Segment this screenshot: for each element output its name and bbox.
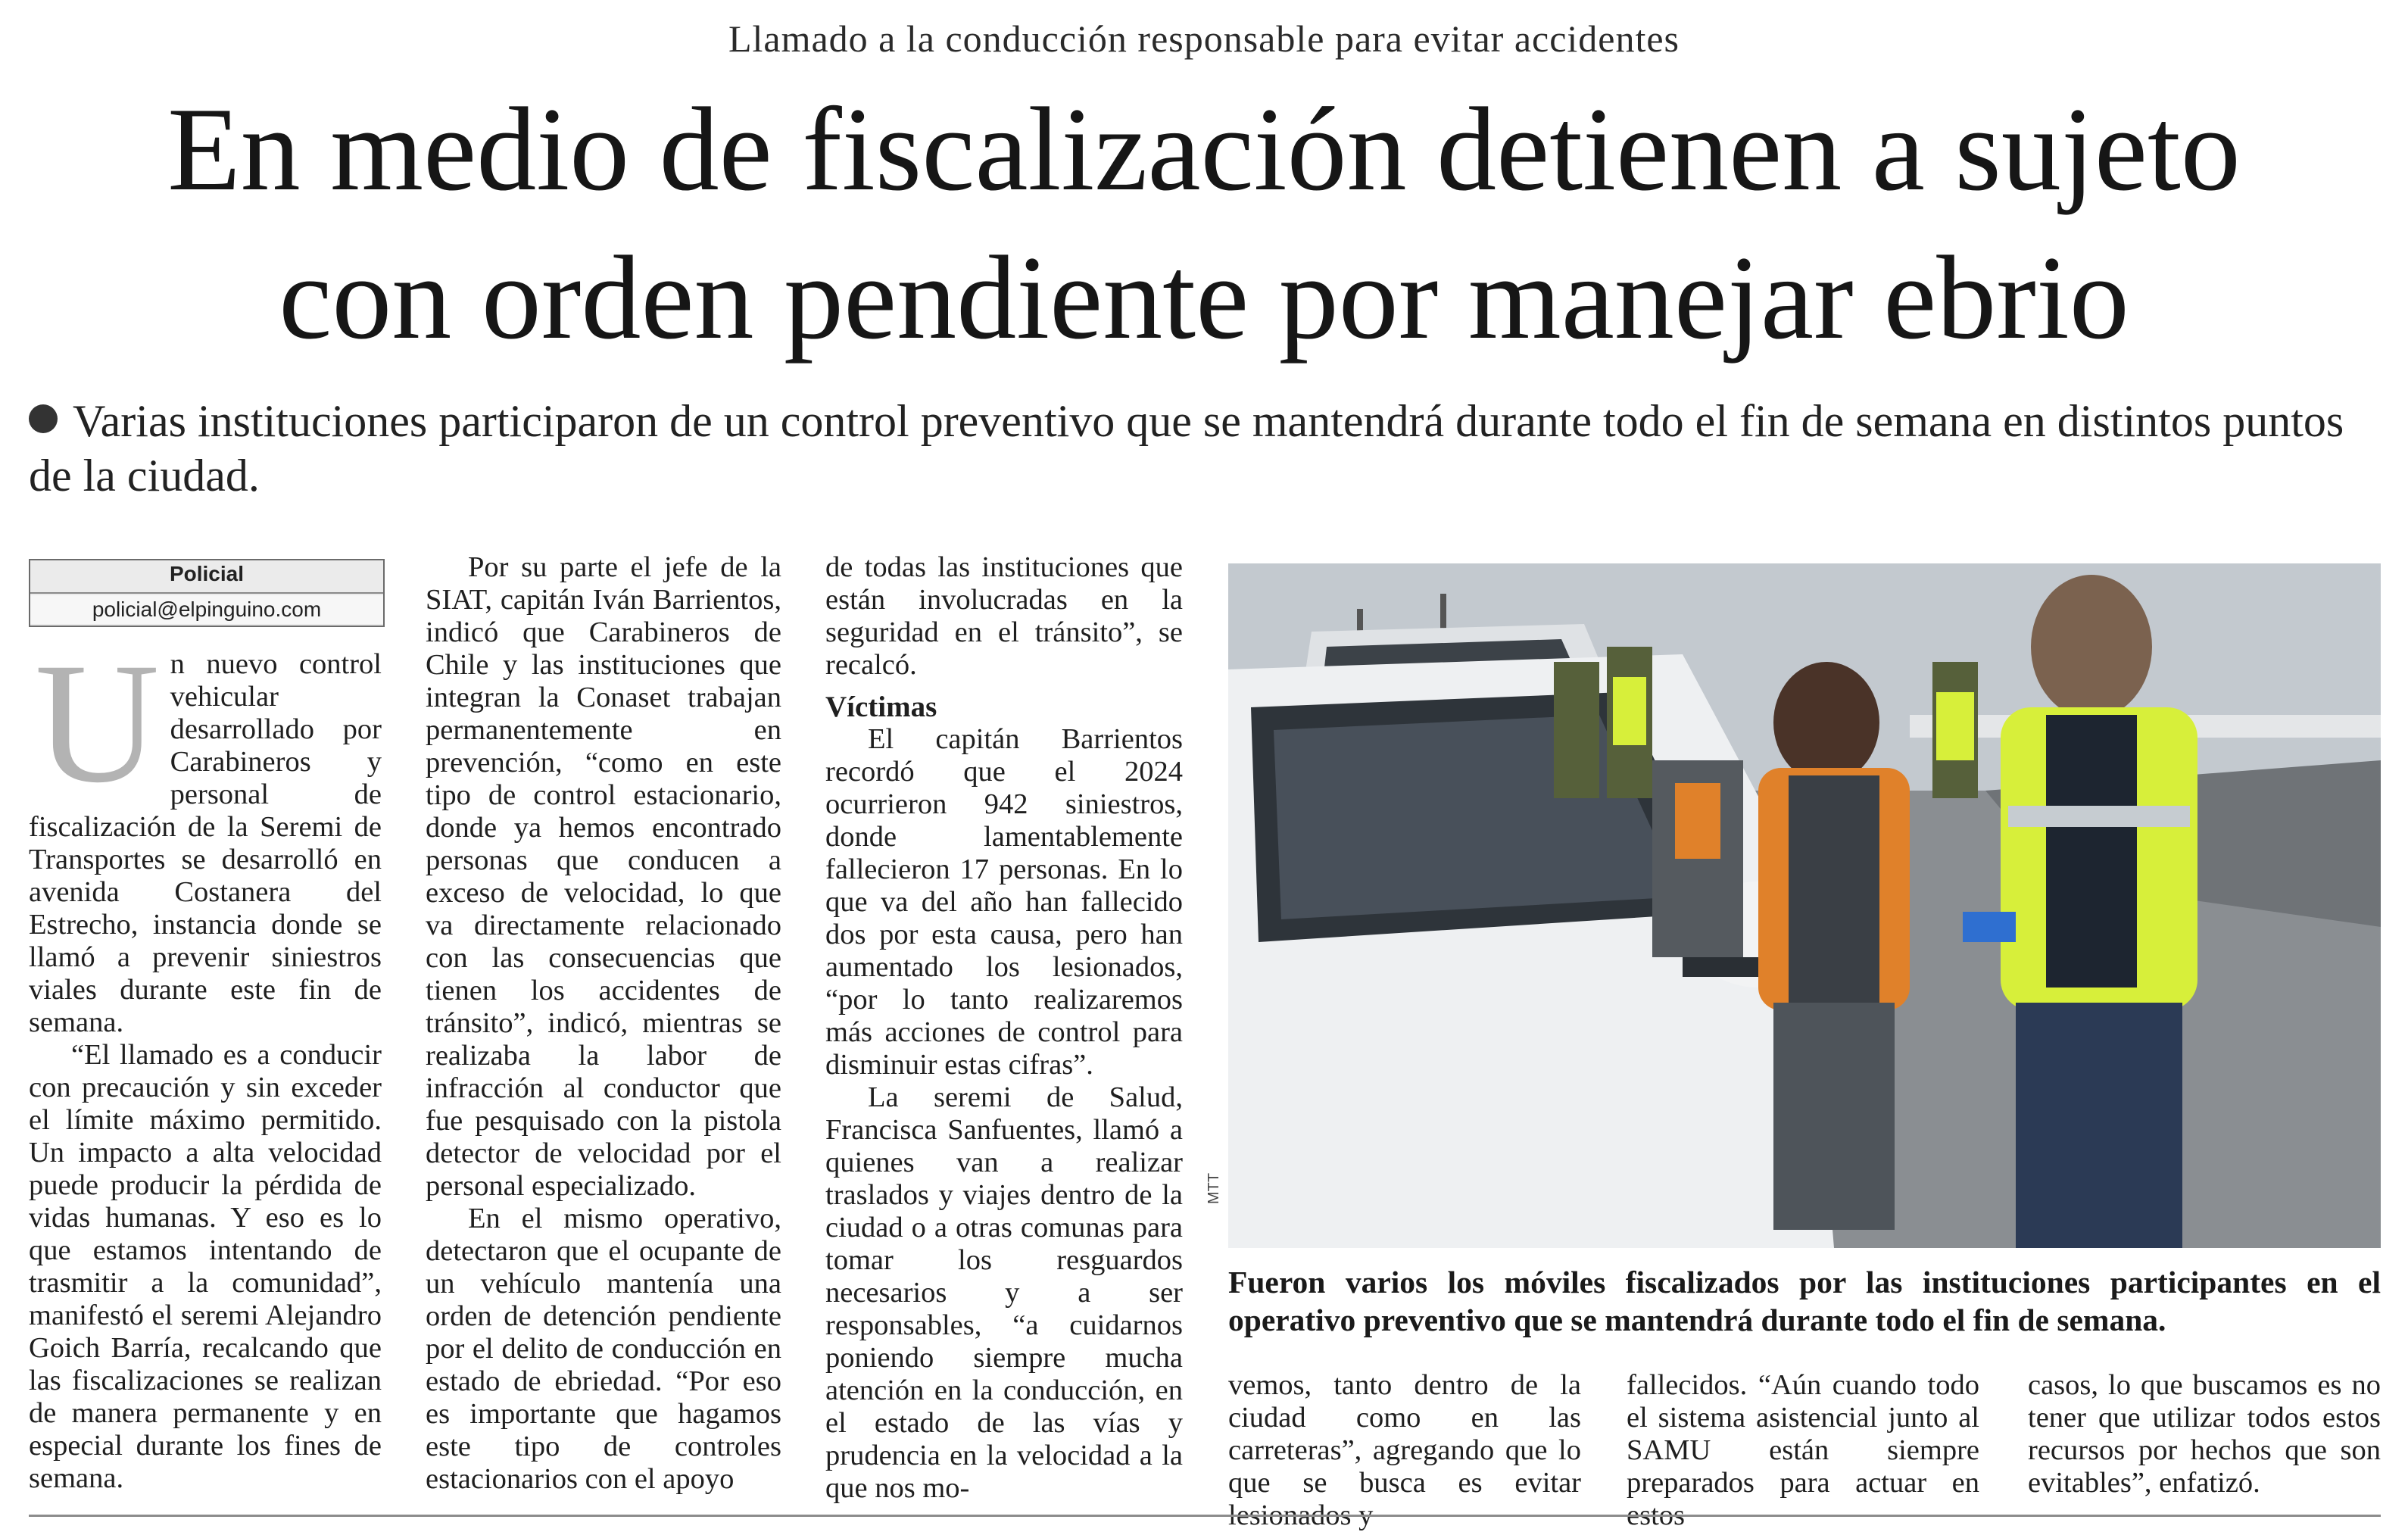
paragraph-3: Por su parte el jefe de la SIAT, capitán Iván Barrientos, indicó que Carabineros de Chile y las instituciones que integran la Conaset trabajan permanentemente en prevención, “como en este tipo de control estacionario, donde ya hemos encontrado personas que conducen a exceso de velocidad, lo que va directamente relacionado con las consecuencias que tienen los accidentes de tránsito”, indicó, mientras se realizaba la labor de infracción al conductor que fue pesquisado con la pistola detector de velocidad por el personal especializado. xyxy=(426,551,781,1202)
article-column-6 xyxy=(2028,1369,2381,1499)
paragraph-4: En el mismo operativo, detectaron que el ocupante de un vehículo mantenía una orden de detención pendiente por el delito de conducción en estado de ebriedad. “Por eso es importante que hagamos este tipo de controles estacionarios con el apoyo xyxy=(426,1203,781,1495)
photo-illustration xyxy=(1228,563,2381,1248)
subhead-victimas: Víctimas xyxy=(825,691,937,723)
headline-line-2: con orden pendiente por manejar ebrio xyxy=(279,232,2129,364)
article-column-1 xyxy=(29,628,382,1495)
paragraph-6: El capitán Barrientos recordó que el 2024 ocurrieron 942 siniestros, donde lamentablemente fallecieron 17 personas. En lo que va del año han fallecido dos por esta causa, pero han aumentado los lesionados, “por lo tanto realizaremos más acciones de control para disminuir estas cifras”. xyxy=(825,723,1183,1081)
article-column-3 xyxy=(825,551,1183,1505)
byline-divider xyxy=(30,592,383,594)
article-column-5 xyxy=(1627,1369,1979,1532)
paragraph-8: vemos, tanto dentro de la ciudad como en las carreteras”, agregando que lo que se busca es evitar lesionados y xyxy=(1228,1369,1581,1531)
paragraph-5: de todas las instituciones que están involucradas en la seguridad en el tránsito”, se recalcó. xyxy=(825,551,1183,681)
paragraph-9: fallecidos. “Aún cuando todo el sistema asistencial junto al SAMU están siempre preparados para actuar en estos xyxy=(1627,1369,1979,1531)
photo-caption: Fueron varios los móviles fiscalizados por las instituciones participantes en el operativo preventivo que se mantendrá durante todo el fin de semana. xyxy=(1228,1265,2381,1337)
headline-line-1: En medio de fiscalización detienen a sujeto xyxy=(167,83,2241,216)
byline-box xyxy=(29,559,385,627)
news-photo xyxy=(1228,563,2381,1248)
paragraph-7: La seremi de Salud, Francisca Sanfuentes, llamó a quienes van a realizar traslados y viajes dentro de la ciudad o a otras comunas para tomar los resguardos necesarios y a ser responsables, “a cuidarnos poniendo siempre mucha atención en la conducción, en el estado de las vías y prudencia en la velocidad a la que nos mo- xyxy=(825,1081,1183,1504)
article-column-2 xyxy=(426,551,781,1496)
paragraph-10: casos, lo que buscamos es no tener que utilizar todos estos recursos por hechos que son evitables”, enfatizó. xyxy=(2028,1369,2381,1499)
paragraph-1: n nuevo control vehicular desarrollado por Carabineros y personal de fiscalización de la Seremi de Transportes se desarrolló en avenida Costanera del Estrecho, instancia donde se llamó a prevenir siniestros viales durante este fin de semana. xyxy=(29,648,382,1038)
kicker: Llamado a la conducción responsable para evitar accidentes xyxy=(728,17,1680,60)
summary xyxy=(29,394,2384,503)
photo-credit: MTT xyxy=(1206,1172,1222,1204)
drop-cap: U xyxy=(35,628,160,819)
article-column-4 xyxy=(1228,1369,1581,1532)
paragraph-2: “El llamado es a conducir con precaución y sin exceder el límite máximo permitido. Un impacto a alta velocidad puede producir la pérdida de vidas humanas. Y eso es lo que estamos intentando de trasmitir a la comunidad”, manifestó el seremi Alejandro Goich Barría, recalcando que las fiscalizaciones se realizan de manera permanente y en especial durante los fines de semana. xyxy=(29,1039,382,1494)
section-label: Policial xyxy=(169,562,245,585)
bottom-divider xyxy=(29,1515,2381,1517)
summary-text: Varias instituciones participaron de un control preventivo que se mantendrá durante todo el fin de semana en distintos puntos de la ciudad. xyxy=(29,396,2344,501)
bullet-icon xyxy=(29,404,58,433)
author-email: policial@elpinguino.com xyxy=(30,595,383,624)
headline xyxy=(30,76,2378,373)
